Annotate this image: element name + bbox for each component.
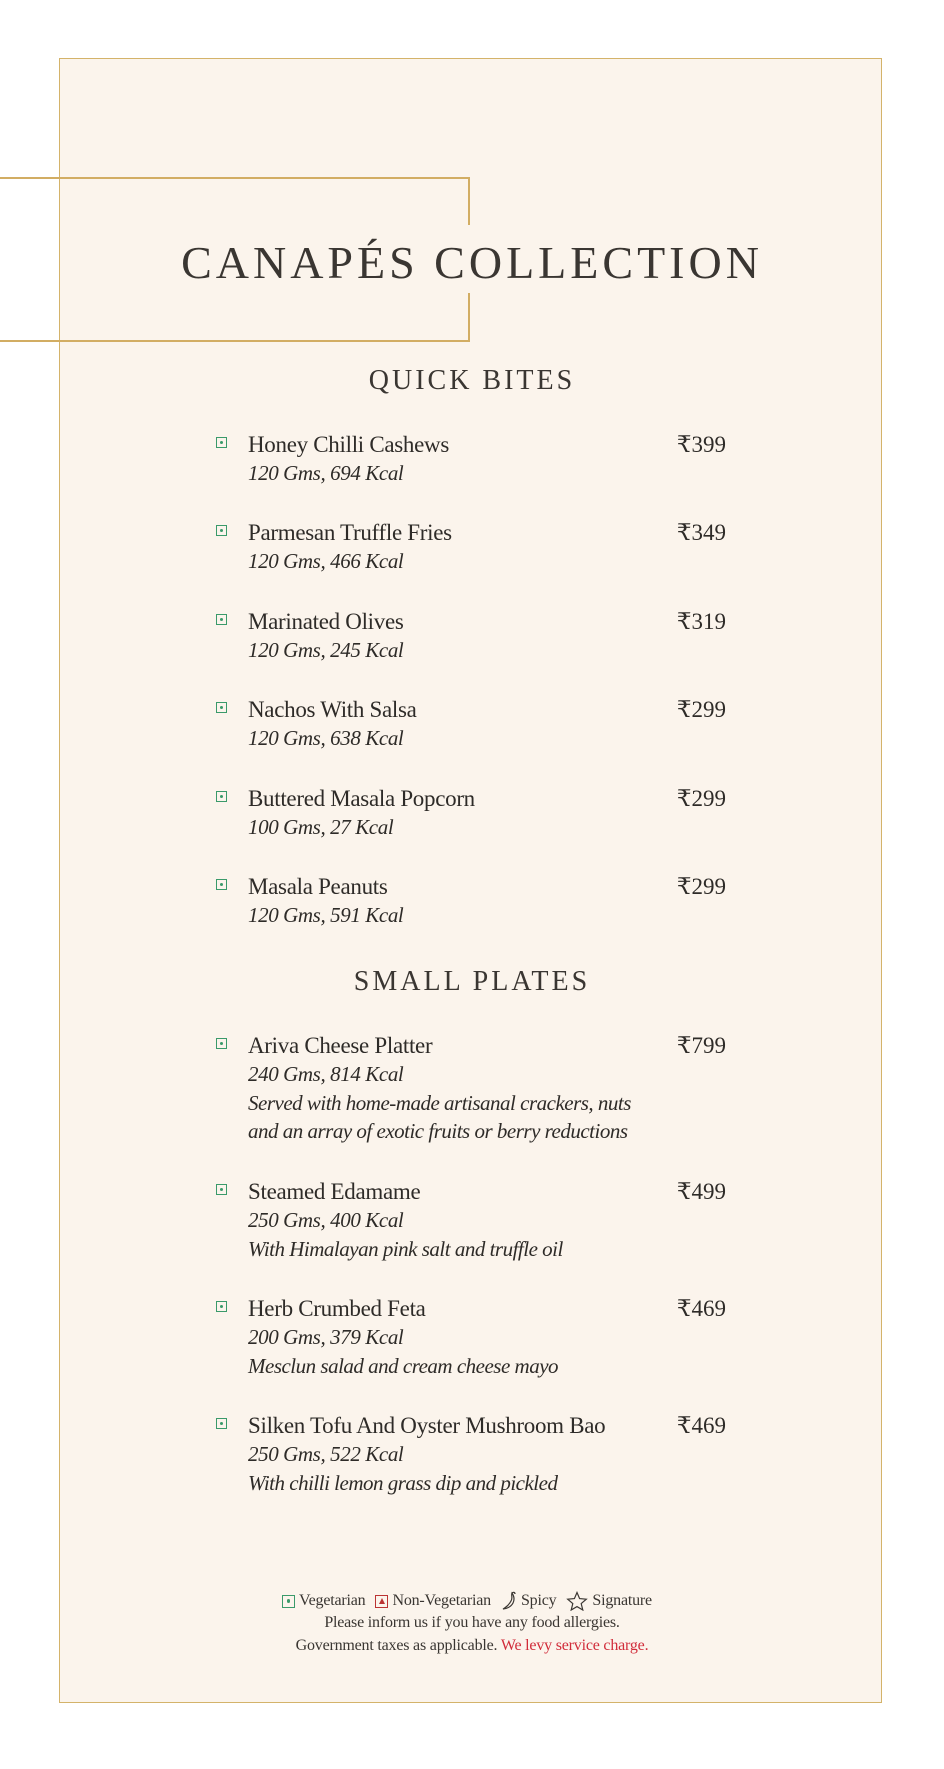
- item-meta: 250 Gms, 522 Kcal: [248, 1442, 404, 1466]
- veg-icon: [216, 1184, 227, 1195]
- tax-note: [0, 1637, 944, 1655]
- item-price: ₹499: [676, 1179, 726, 1204]
- veg-icon: [282, 1595, 295, 1608]
- legend-veg-label: Vegetarian: [299, 1592, 366, 1609]
- legend: [0, 1591, 944, 1611]
- item-name: Silken Tofu And Oyster Mushroom Bao: [248, 1413, 606, 1438]
- item-price: ₹799: [676, 1033, 726, 1058]
- item-meta: 120 Gms, 245 Kcal: [248, 638, 404, 662]
- item-name: Honey Chilli Cashews: [248, 432, 449, 457]
- item-name: Ariva Cheese Platter: [248, 1033, 433, 1058]
- item-name: Parmesan Truffle Fries: [248, 520, 452, 545]
- item-name: Masala Peanuts: [248, 874, 388, 899]
- item-meta: 120 Gms, 694 Kcal: [248, 461, 404, 485]
- allergy-note: Please inform us if you have any food allergies.: [324, 1614, 620, 1631]
- gold-bracket-bottom: [0, 293, 470, 342]
- veg-icon: [216, 1418, 227, 1429]
- item-name: Buttered Masala Popcorn: [248, 786, 475, 811]
- item-price: ₹399: [676, 432, 726, 457]
- veg-icon: [216, 614, 227, 625]
- star-icon: [566, 1591, 588, 1611]
- item-meta: 250 Gms, 400 Kcal: [248, 1208, 404, 1232]
- item-meta: 120 Gms, 638 Kcal: [248, 726, 404, 750]
- veg-icon: [216, 879, 227, 890]
- veg-icon: [216, 702, 227, 713]
- gold-bracket-top: [0, 177, 470, 225]
- item-meta: 100 Gms, 27 Kcal: [248, 815, 394, 839]
- chilli-icon: [501, 1591, 517, 1611]
- item-price: ₹469: [676, 1296, 726, 1321]
- tax-text: Government taxes as applicable.: [295, 1637, 498, 1654]
- item-description: and an array of exotic fruits or berry reductions: [248, 1119, 628, 1143]
- item-description: Served with home-made artisanal crackers, nuts: [248, 1091, 631, 1115]
- item-name: Herb Crumbed Feta: [248, 1296, 426, 1321]
- veg-icon: [216, 1301, 227, 1312]
- item-name: Marinated Olives: [248, 609, 404, 634]
- item-meta: 120 Gms, 466 Kcal: [248, 549, 404, 573]
- item-description: With Himalayan pink salt and truffle oil: [248, 1237, 563, 1261]
- service-charge-text: We levy service charge.: [500, 1637, 649, 1654]
- section-title-quick-bites: QUICK BITES: [368, 365, 576, 396]
- non-veg-icon: [375, 1595, 388, 1608]
- veg-icon: [216, 525, 227, 536]
- veg-icon: [216, 791, 227, 802]
- item-price: ₹299: [676, 786, 726, 811]
- item-price: ₹469: [676, 1413, 726, 1438]
- item-description: With chilli lemon grass dip and pickled: [248, 1471, 558, 1495]
- item-price: ₹299: [676, 697, 726, 722]
- section-title-small-plates: SMALL PLATES: [353, 966, 591, 997]
- item-description: Mesclun salad and cream cheese mayo: [248, 1354, 559, 1378]
- legend-nonveg-label: Non-Vegetarian: [392, 1592, 491, 1609]
- item-meta: 120 Gms, 591 Kcal: [248, 903, 404, 927]
- item-price: ₹299: [676, 874, 726, 899]
- item-meta: 200 Gms, 379 Kcal: [248, 1325, 404, 1349]
- menu-title: CANAPÉS COLLECTION: [181, 237, 763, 288]
- item-meta: 240 Gms, 814 Kcal: [248, 1062, 404, 1086]
- legend-spicy-label: Spicy: [520, 1592, 557, 1609]
- item-price: ₹319: [676, 609, 726, 634]
- veg-icon: [216, 1038, 227, 1049]
- item-price: ₹349: [676, 520, 726, 545]
- legend-signature-label: Signature: [592, 1592, 652, 1609]
- veg-icon: [216, 437, 227, 448]
- item-name: Steamed Edamame: [248, 1179, 421, 1204]
- item-name: Nachos With Salsa: [248, 697, 417, 722]
